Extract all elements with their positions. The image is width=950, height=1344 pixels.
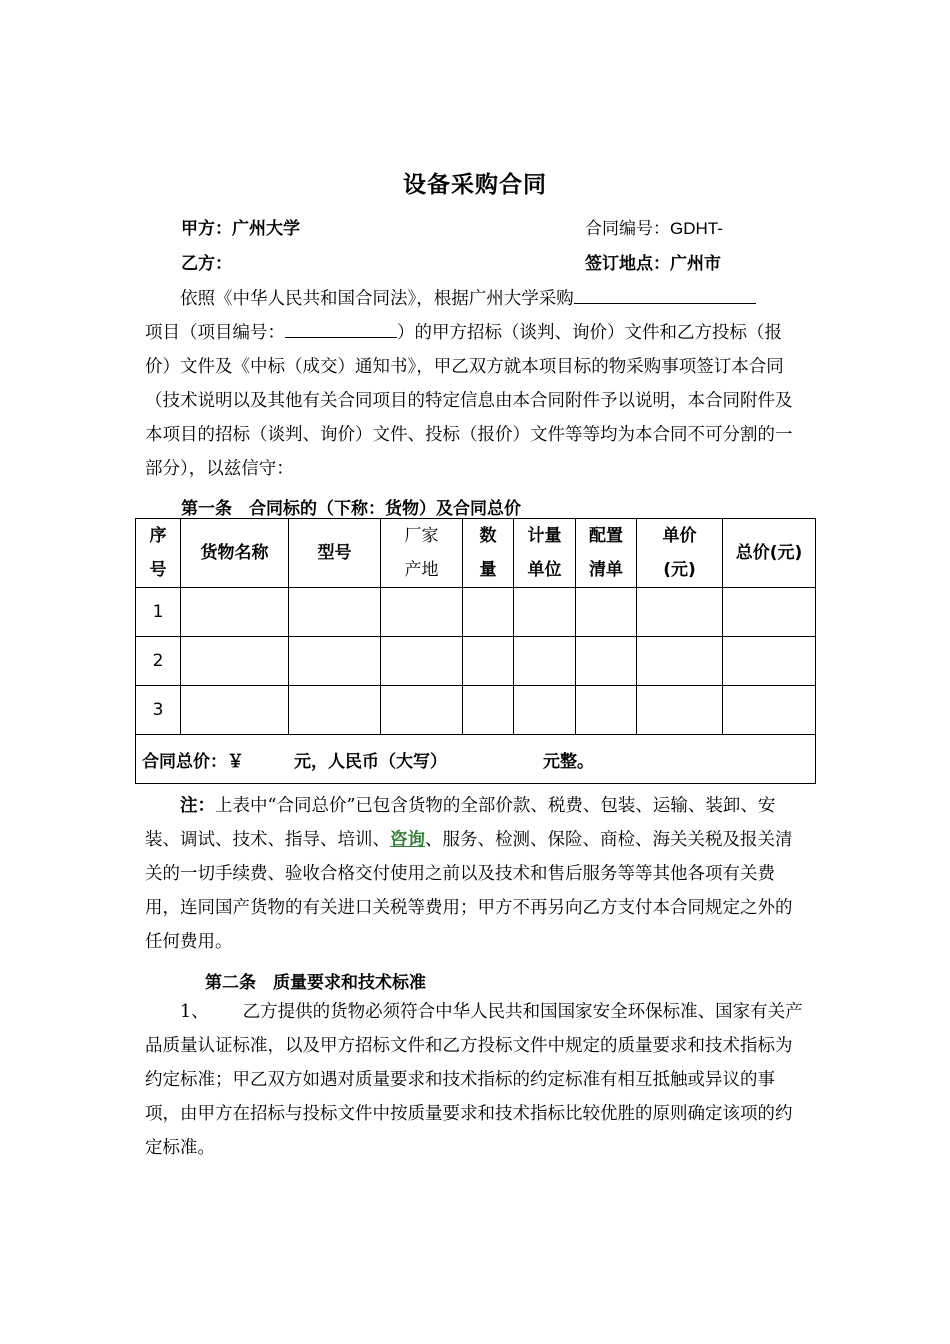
item-number: 1、 [180,1002,209,1022]
table-cell [381,588,463,637]
table-cell [514,637,576,686]
table-cell [637,637,723,686]
table-cell: 3 [136,686,181,735]
table-header-row [136,519,816,588]
note-label: 注： [180,796,215,816]
table-cell [514,588,576,637]
table-cell [289,686,381,735]
intro-part1: 依照《中华人民共和国合同法》，根据广州大学采购 [180,289,574,309]
article-1-heading: 第一条 合同标的（下称：货物）及合同总价 [181,499,521,519]
party-b-label: 乙方： [181,254,232,274]
contract-number [585,218,723,240]
table-cell [463,637,514,686]
table-cell [181,588,289,637]
total-label: 合同总价：￥ [142,751,244,772]
party-a-label: 甲方： [181,219,232,239]
total-mid: 元，人民币（大写） [294,751,447,772]
table-total-row [136,735,816,784]
sign-place-value: 广州市 [670,254,721,274]
table-cell [381,686,463,735]
item-text: 乙方提供的货物必须符合中华人民共和国国家安全环保标准、国家有关产品质量认证标准，以及甲方招标文件和乙方投标文件中规定的质量要求和技术指标为约定标准；甲乙双方如遇对质量要求和技术指标的约定标准有相互抵触或异议的事项，由甲方在招标与投标文件中按质量要求和技术指标比较优胜的原则确定该项的约定标准。 [145,1002,803,1158]
col-header: 序 号 [136,519,181,588]
table-cell [723,686,816,735]
table-cell [637,686,723,735]
table-cell [381,637,463,686]
col-header: 配置 清单 [576,519,637,588]
sign-place-label: 签订地点： [585,254,670,274]
table-cell: 2 [136,637,181,686]
project-number-blank [285,319,397,338]
col-header: 货物名称 [181,519,289,588]
sign-place [585,253,721,275]
note-text-1: 上表中“合同总价”已包含货物的全部价款、税费、包装、运输、装卸、安装、调试、技术、指导、培训、 [145,796,776,850]
intro-part3: ）的甲方招标（谈判、询价）文件和乙方投标（报价）文件及《中标（成交）通知书》，甲乙双方就本项目标的物采购事项签订本合同（技术说明以及其他有关合同项目的特定信息由本合同附件予以说明，本合同附件及本项目的招标（谈判、询价）文件、投标（报价）文件等等均为本合同不可分割的一部分），以兹信守： [145,323,793,479]
article-2-item-1 [145,995,805,1165]
table-row [136,588,816,637]
party-b [181,253,232,275]
party-a [181,218,300,240]
table-row [136,637,816,686]
table-cell [181,686,289,735]
table-cell [289,588,381,637]
consult-link[interactable]: 咨询 [390,830,425,850]
table-row [136,686,816,735]
article-2-heading: 第二条 质量要求和技术标准 [205,973,426,993]
table-cell [463,588,514,637]
table-cell [463,686,514,735]
table-cell [637,588,723,637]
table-cell [514,686,576,735]
col-header: 计量 单位 [514,519,576,588]
goods-table [135,518,816,784]
table-cell [723,588,816,637]
table-cell [576,637,637,686]
table-cell: 1 [136,588,181,637]
note-text-2: 、服务、检测、保险、商检、海关关税及报关清关的一切手续费、验收合格交付使用之前以及技术和售后服务等等其他各项有关费用，连同国产货物的有关进口关税等费用；甲方不再另向乙方支付本合同规定之外的任何费用。 [145,830,793,952]
note-paragraph [145,789,805,959]
total-end: 元整。 [543,751,594,772]
table-cell [289,637,381,686]
contract-number-label: 合同编号： [585,219,670,239]
contract-number-value: GDHT- [670,219,723,238]
col-header: 单价 (元) [637,519,723,588]
col-header: 型号 [289,519,381,588]
table-cell [181,637,289,686]
col-header: 总价(元) [723,519,816,588]
table-cell [576,588,637,637]
col-header: 数 量 [463,519,514,588]
table-cell [576,686,637,735]
procurement-blank [574,285,756,304]
col-header: 厂家 产地 [381,519,463,588]
table-cell [723,637,816,686]
intro-paragraph [145,282,805,486]
contract-total-cell [136,735,816,784]
party-a-value: 广州大学 [232,219,300,239]
intro-part2: 项目（项目编号： [145,323,285,343]
document-title: 设备采购合同 [403,172,547,198]
